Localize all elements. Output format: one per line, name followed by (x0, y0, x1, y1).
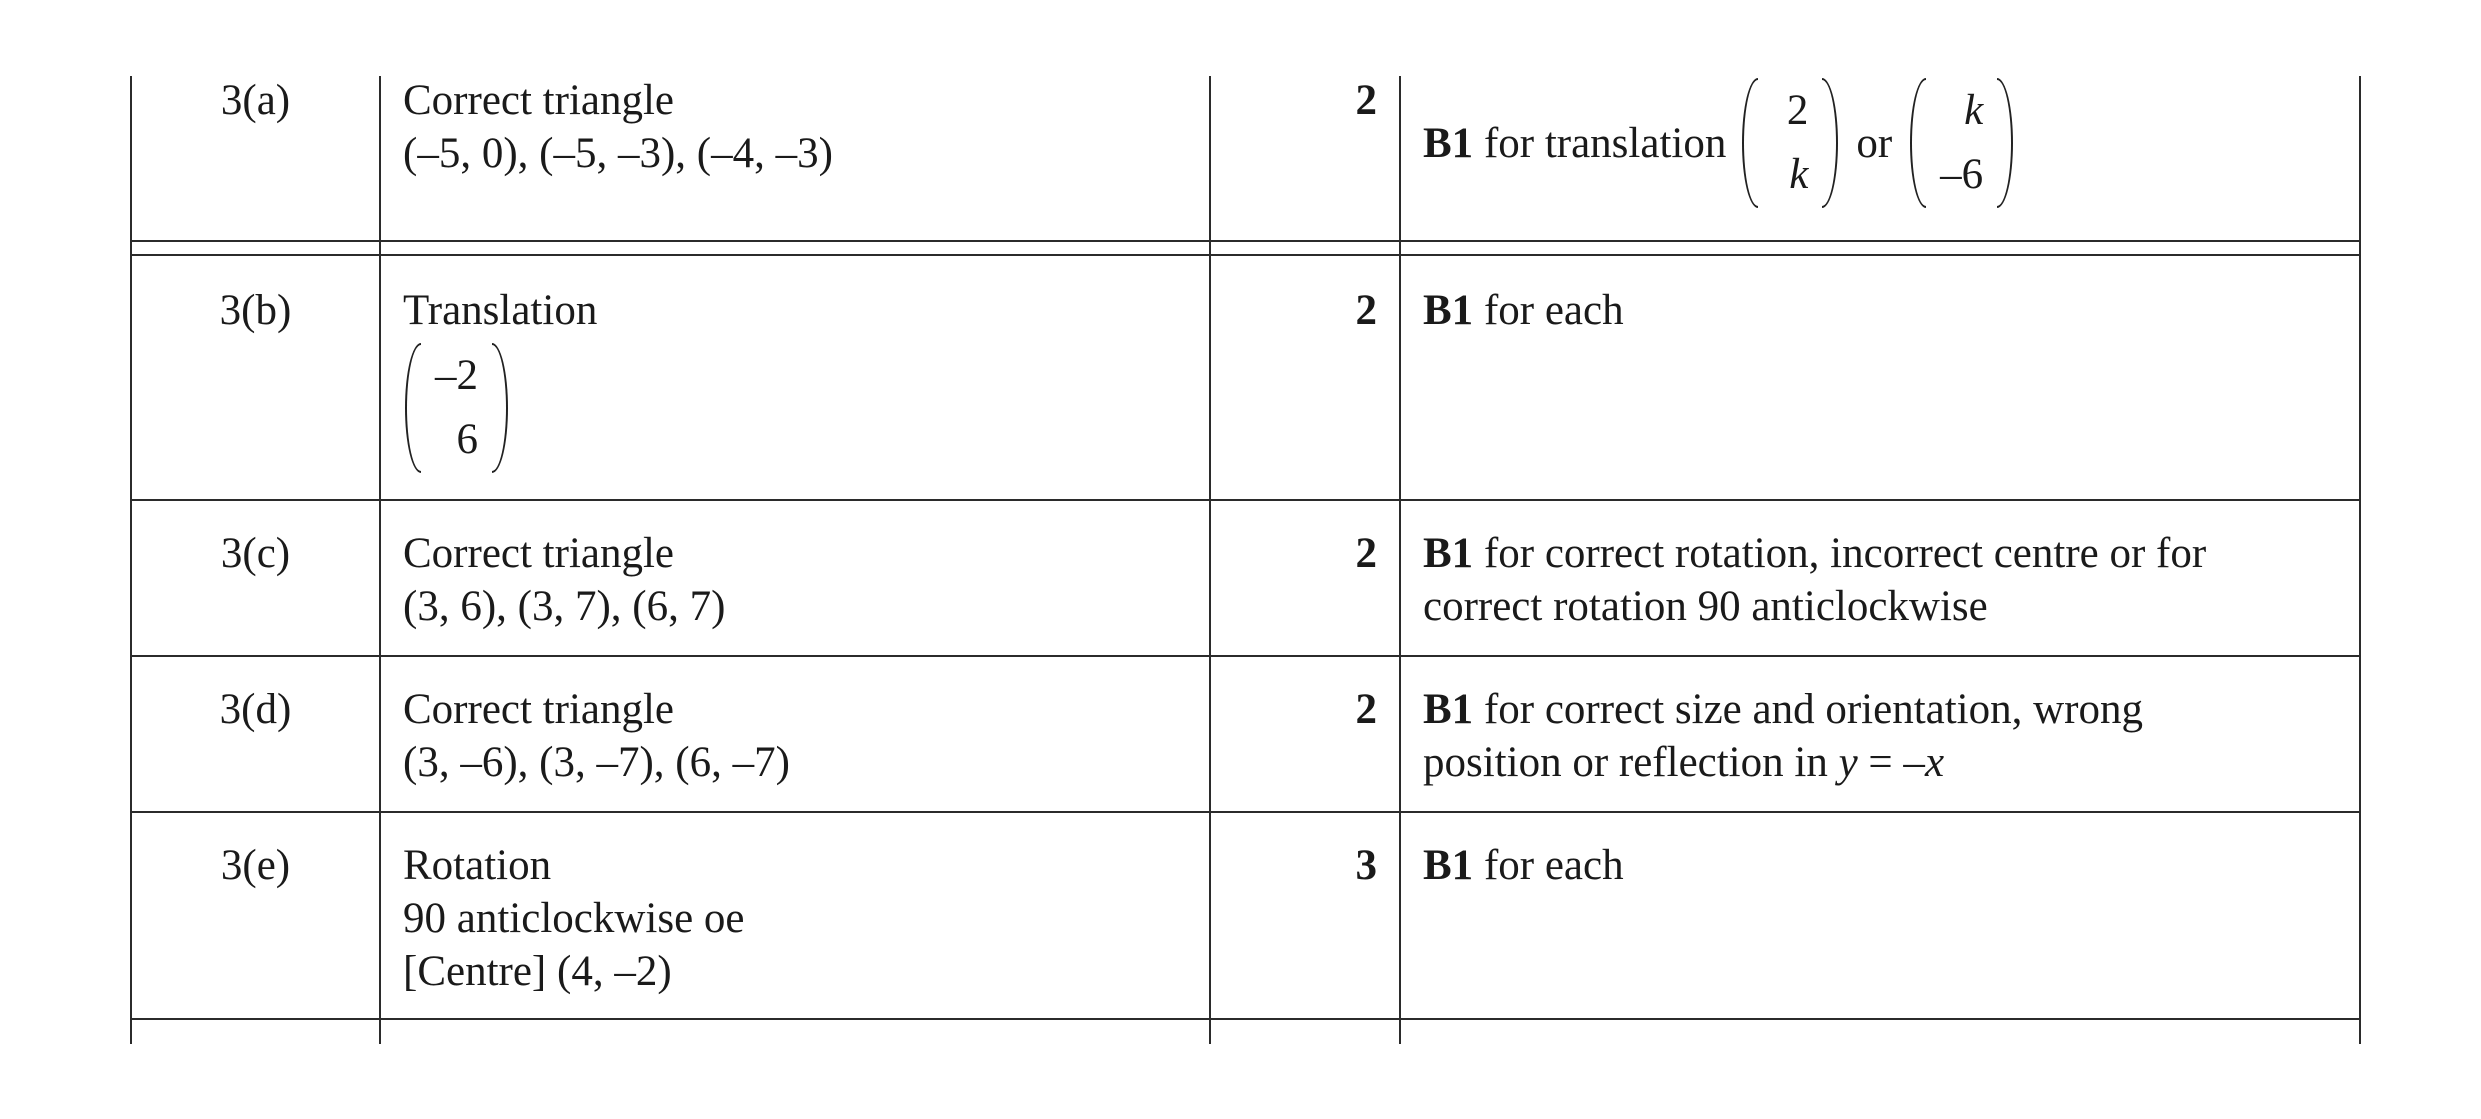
notes-cell (1400, 656, 2360, 812)
notes-text: for correct size and orientation, wrong (1483, 686, 2144, 733)
notes-line (1423, 78, 2339, 208)
notes-text: for each (1483, 287, 1624, 334)
table-row (131, 656, 2360, 812)
answer-cell (380, 500, 1210, 656)
notes-text: for each (1483, 842, 1624, 889)
table-row (131, 76, 2360, 241)
answer-line: Correct triangle (403, 530, 675, 577)
question-number: 3(a) (220, 77, 291, 124)
vector-bottom: 6 (456, 416, 478, 463)
answer-cell (380, 656, 1210, 812)
table-row-partial (131, 1019, 2360, 1044)
question-cell (131, 76, 380, 241)
table-row (131, 500, 2360, 656)
marks-cell (1210, 812, 1400, 1019)
mark-scheme-table (130, 76, 2361, 1044)
marks-cell (1210, 656, 1400, 812)
equation-variable: x (1924, 739, 1945, 786)
notes-line: correct rotation 90 anticlockwise (1423, 583, 1988, 630)
marks-cell (1210, 76, 1400, 241)
marks-value: 2 (1355, 530, 1377, 577)
row-separator (131, 241, 2360, 255)
notes-text: position or reflection in (1423, 739, 1828, 786)
notes-line (1423, 683, 2339, 736)
left-bracket (405, 343, 421, 473)
marks-value: 2 (1355, 287, 1377, 334)
answer-line: [Centre] (4, –2) (403, 948, 672, 995)
answer-line: (–5, 0), (–5, –3), (–4, –3) (403, 130, 833, 177)
answer-cell (380, 812, 1210, 1019)
right-bracket (492, 343, 508, 473)
notes-prefix: B1 (1423, 119, 1474, 167)
notes-joiner: or (1856, 119, 1893, 167)
question-cell (131, 656, 380, 812)
notes-cell (1400, 500, 2360, 656)
right-bracket (1997, 78, 2013, 208)
vector-top: k (1964, 87, 1984, 134)
table-row (131, 255, 2360, 500)
vector-top: –2 (435, 352, 478, 399)
vector-bottom: –6 (1940, 151, 1984, 198)
table-row (131, 812, 2360, 1019)
answer-line: (3, –6), (3, –7), (6, –7) (403, 739, 790, 786)
vector-bottom: k (1789, 151, 1809, 198)
equation-operator: = – (1868, 739, 1925, 786)
question-number: 3(d) (219, 686, 292, 733)
equation-variable: y (1838, 739, 1858, 786)
notes-prefix: B1 (1423, 287, 1474, 334)
question-number: 3(b) (219, 287, 292, 334)
right-bracket (1822, 78, 1838, 208)
notes-cell (1400, 812, 2360, 1019)
marks-value: 2 (1355, 686, 1377, 733)
marks-value: 2 (1355, 77, 1377, 124)
answer-line: Rotation (403, 842, 552, 889)
notes-prefix: B1 (1423, 686, 1474, 733)
notes-text: for correct rotation, incorrect centre or for (1483, 530, 2207, 577)
notes-text: for translation (1483, 119, 1727, 167)
column-vector (1742, 78, 1838, 208)
answer-line: Correct triangle (403, 686, 675, 733)
marks-value: 3 (1355, 842, 1377, 889)
answer-line: (3, 6), (3, 7), (6, 7) (403, 583, 726, 630)
column-vector (405, 343, 508, 473)
answer-cell (380, 255, 1210, 500)
answer-line: 90 anticlockwise oe (403, 895, 745, 942)
question-cell (131, 812, 380, 1019)
notes-cell (1400, 255, 2360, 500)
column-vector (1910, 78, 2013, 208)
question-cell (131, 255, 380, 500)
notes-line (1423, 736, 2339, 789)
notes-prefix: B1 (1423, 842, 1474, 889)
question-number: 3(e) (220, 842, 291, 889)
answer-cell (380, 76, 1210, 241)
answer-line: Translation (403, 287, 598, 334)
answer-line: Correct triangle (403, 77, 675, 124)
question-cell (131, 500, 380, 656)
question-number: 3(c) (220, 530, 291, 577)
marks-cell (1210, 500, 1400, 656)
marks-cell (1210, 255, 1400, 500)
notes-cell (1400, 76, 2360, 241)
left-bracket (1910, 78, 1926, 208)
notes-line (1423, 527, 2339, 580)
left-bracket (1742, 78, 1758, 208)
notes-prefix: B1 (1423, 530, 1474, 577)
vector-top: 2 (1786, 87, 1809, 134)
